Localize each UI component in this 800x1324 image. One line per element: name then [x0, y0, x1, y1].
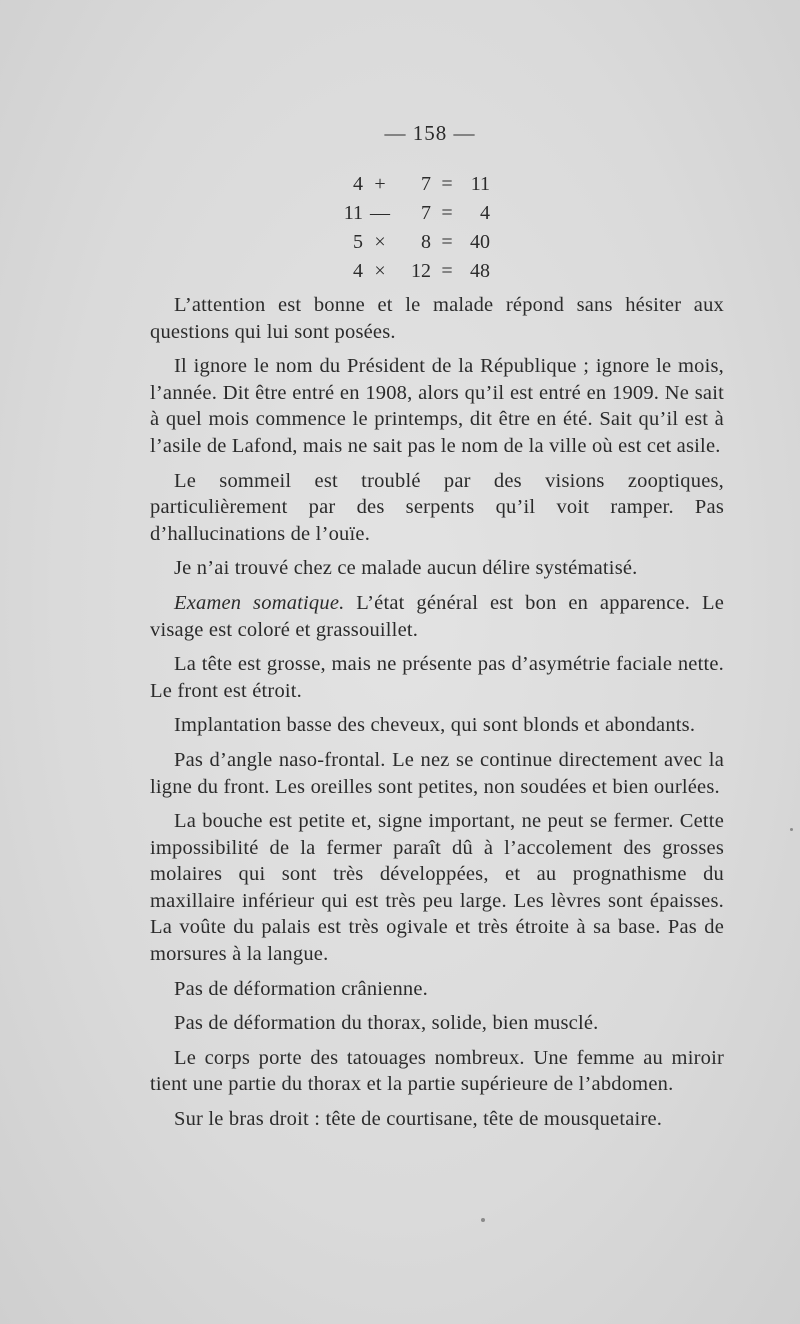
operand-a: 4: [353, 260, 363, 282]
section-heading-somatic: Examen somatique.: [174, 591, 345, 614]
equation-row: [330, 257, 510, 286]
operand-b: 12: [411, 260, 431, 282]
paragraph-skull: Pas de déformation crânienne.: [174, 977, 428, 1000]
operand-a: 4: [353, 173, 363, 195]
body-text: [150, 292, 724, 1141]
operator: —: [370, 202, 390, 224]
somatic-exam-text: L’état général est bon en apparence. Le visage est coloré et grassouillet.: [150, 591, 724, 641]
operand-b: 7: [421, 202, 431, 224]
operand-b: 8: [421, 231, 431, 253]
result: 11: [470, 173, 490, 195]
paper-speck: [481, 1218, 485, 1222]
equation-row: [330, 199, 510, 228]
equals-sign: =: [441, 231, 453, 253]
paragraph-nose-ears: Pas d’angle naso-frontal. Le nez se continue directement avec la ligne du front. Les oreilles sont petites, non soudées et bien ourlées.: [150, 748, 724, 798]
equals-sign: =: [441, 173, 453, 195]
equation-row: [330, 228, 510, 257]
equation-row: [330, 170, 510, 199]
arithmetic-equations: [330, 170, 510, 286]
operator: +: [374, 173, 386, 195]
paragraph-sleep: Le sommeil est troublé par des visions zooptiques, particulièrement par des serpents qu’il voit ramper. Pas d’hallucinations de l’ouïe.: [150, 469, 724, 545]
operator: ×: [374, 260, 386, 282]
paragraph-mouth: La bouche est petite et, signe important, ne peut se fermer. Cette impossibilité de la fermer paraît dû à l’accolement des grosses molaires qui sont très développées, et au prognathisme du maxillaire inférieur qui est très peu large. Les lèvres sont épaisses. La voûte du palais est très ogivale et très étroite à sa base. Pas de morsures à la langue.: [150, 810, 724, 966]
paragraph-head: La tête est grosse, mais ne présente pas d’asymétrie faciale nette. Le front est étroit.: [150, 653, 724, 702]
operand-a: 5: [353, 231, 363, 253]
result: 40: [470, 231, 490, 253]
paragraph-orientation: Il ignore le nom du Président de la République ; ignore le mois, l’année. Dit être entré en 1908, alors qu’il est entré en 1909. Ne sait à quel mois commence le printemps, dit être en été. Sait qu’il est à l’asile de Lafond, mais ne sait pas le nom de la ville où est cet asile.: [150, 355, 724, 457]
operand-b: 7: [421, 173, 431, 195]
paragraph-tattoos: Le corps porte des tatouages nombreux. Une femme au miroir tient une partie du thorax et la partie supérieure de l’abdomen.: [150, 1046, 724, 1096]
operand-a: 11: [343, 202, 363, 224]
operator: ×: [374, 231, 386, 253]
equals-sign: =: [441, 260, 453, 282]
paragraph-somatic-exam: [150, 590, 724, 643]
paragraph-hair: Implantation basse des cheveux, qui sont blonds et abondants.: [174, 714, 696, 737]
paragraph-delirium: Je n’ai trouvé chez ce malade aucun délire systématisé.: [174, 557, 638, 580]
paper-speck: [790, 828, 793, 831]
result: 48: [470, 260, 490, 282]
equals-sign: =: [441, 202, 453, 224]
paragraph-thorax: Pas de déformation du thorax, solide, bien musclé.: [174, 1012, 599, 1035]
page-number: — 158 —: [384, 121, 476, 145]
paragraph-arm-tattoos: Sur le bras droit : tête de courtisane, tête de mousquetaire.: [174, 1108, 663, 1131]
result: 4: [480, 202, 490, 224]
paragraph-attention: L’attention est bonne et le malade répond sans hésiter aux questions qui lui sont posées.: [150, 294, 724, 343]
